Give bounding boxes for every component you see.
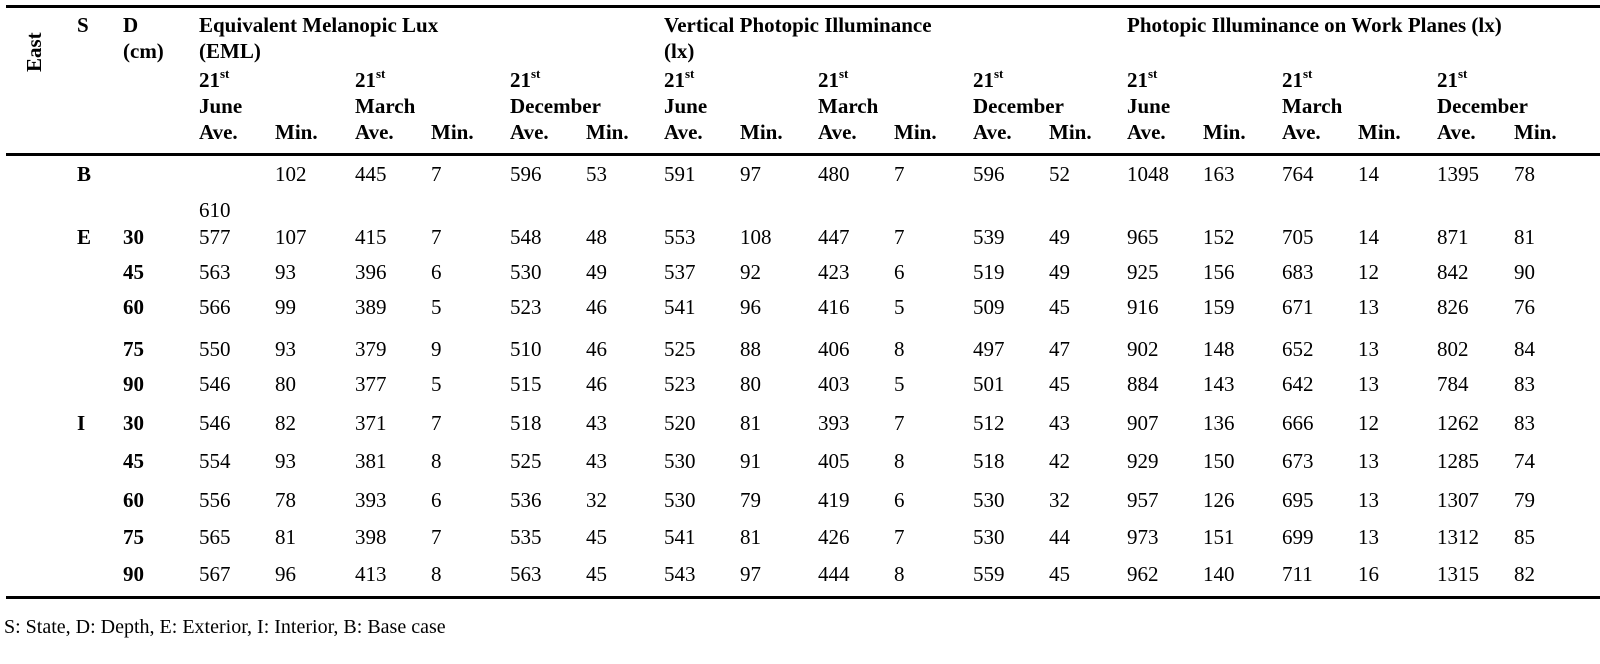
table-cell: 96 — [740, 295, 761, 319]
min-header: Min. — [275, 120, 318, 144]
table-cell: 565 — [199, 525, 231, 549]
table-cell: 962 — [1127, 562, 1159, 586]
bottom-rule — [6, 596, 1600, 599]
table-cell: 530 — [973, 525, 1005, 549]
table-cell: 82 — [1514, 562, 1535, 586]
table-cell: 1312 — [1437, 525, 1479, 549]
table-cell: 45 — [1049, 295, 1070, 319]
table-cell: 518 — [973, 449, 1005, 473]
table-cell: 556 — [199, 488, 231, 512]
date-header — [1127, 66, 1158, 92]
date-suffix: st — [1458, 66, 1468, 81]
table-cell: 566 — [199, 295, 231, 319]
table-cell: 108 — [740, 225, 772, 249]
table-cell: 925 — [1127, 260, 1159, 284]
table-cell: 381 — [355, 449, 387, 473]
table-cell: 7 — [894, 225, 905, 249]
date-suffix: st — [994, 66, 1004, 81]
table-cell: 683 — [1282, 260, 1314, 284]
table-cell: 5 — [894, 295, 905, 319]
ave-header: Ave. — [199, 120, 238, 144]
month-header: December — [510, 94, 601, 118]
table-cell: 764 — [1282, 162, 1314, 186]
table-cell: 916 — [1127, 295, 1159, 319]
table-cell: 148 — [1203, 337, 1235, 361]
table-cell: 884 — [1127, 372, 1159, 396]
table-cell: 52 — [1049, 162, 1070, 186]
table-cell: 93 — [275, 449, 296, 473]
table-cell: 82 — [275, 411, 296, 435]
table-cell: 520 — [664, 411, 696, 435]
table-cell: 6 — [894, 488, 905, 512]
table-cell: 93 — [275, 260, 296, 284]
depth-cell: 90 — [123, 562, 144, 586]
table-cell: 393 — [818, 411, 850, 435]
ave-header: Ave. — [664, 120, 703, 144]
depth-cell: 75 — [123, 525, 144, 549]
top-rule — [6, 5, 1600, 8]
table-cell: 530 — [510, 260, 542, 284]
table-cell: 671 — [1282, 295, 1314, 319]
header-rule — [6, 153, 1600, 156]
date-suffix: st — [839, 66, 849, 81]
ave-header: Ave. — [818, 120, 857, 144]
table-cell: 32 — [586, 488, 607, 512]
table-cell: 497 — [973, 337, 1005, 361]
table-cell: 530 — [664, 488, 696, 512]
table-cell: 8 — [894, 562, 905, 586]
table-cell: 377 — [355, 372, 387, 396]
depth-cell: 60 — [123, 295, 144, 319]
min-header: Min. — [894, 120, 937, 144]
table-cell: 711 — [1282, 562, 1313, 586]
table-cell: 91 — [740, 449, 761, 473]
table-cell: 81 — [740, 525, 761, 549]
date-suffix: st — [1303, 66, 1313, 81]
table-cell: 444 — [818, 562, 850, 586]
table-cell: 74 — [1514, 449, 1535, 473]
table-cell: 7 — [894, 525, 905, 549]
table-cell: 5 — [431, 295, 442, 319]
month-header: March — [1282, 94, 1343, 118]
min-header: Min. — [740, 120, 783, 144]
table-cell: 140 — [1203, 562, 1235, 586]
table-cell: 1315 — [1437, 562, 1479, 586]
table-cell: 45 — [586, 525, 607, 549]
table-cell: 501 — [973, 372, 1005, 396]
table-cell: 107 — [275, 225, 307, 249]
table-cell: 13 — [1358, 372, 1379, 396]
table-cell: 929 — [1127, 449, 1159, 473]
table-cell: 152 — [1203, 225, 1235, 249]
table-cell: 46 — [586, 337, 607, 361]
table-cell: 541 — [664, 295, 696, 319]
table-cell: 80 — [275, 372, 296, 396]
table-cell: 9 — [431, 337, 442, 361]
table-cell: 403 — [818, 372, 850, 396]
table-cell: 416 — [818, 295, 850, 319]
table-cell: 42 — [1049, 449, 1070, 473]
group-header: Photopic Illuminance on Work Planes (lx) — [1127, 13, 1502, 37]
table-cell: 13 — [1358, 337, 1379, 361]
table-cell: 13 — [1358, 525, 1379, 549]
table-cell: 12 — [1358, 411, 1379, 435]
min-header: Min. — [1358, 120, 1401, 144]
table-cell: 1307 — [1437, 488, 1479, 512]
table-cell: 83 — [1514, 411, 1535, 435]
table-cell: 541 — [664, 525, 696, 549]
month-header: March — [355, 94, 416, 118]
table-cell: 567 — [199, 562, 231, 586]
table-cell: 546 — [199, 411, 231, 435]
table-cell: 563 — [199, 260, 231, 284]
table-cell: 705 — [1282, 225, 1314, 249]
table-cell: 44 — [1049, 525, 1070, 549]
table-cell: 652 — [1282, 337, 1314, 361]
date-header — [510, 66, 541, 92]
table-cell: 49 — [1049, 225, 1070, 249]
table-cell: 126 — [1203, 488, 1235, 512]
table-cell: 92 — [740, 260, 761, 284]
table-cell: 907 — [1127, 411, 1159, 435]
date-suffix: st — [1148, 66, 1158, 81]
table-cell: 419 — [818, 488, 850, 512]
table-cell: 415 — [355, 225, 387, 249]
table-cell: 389 — [355, 295, 387, 319]
ave-header: Ave. — [973, 120, 1012, 144]
table-cell: 515 — [510, 372, 542, 396]
table-cell: 49 — [1049, 260, 1070, 284]
depth-unit-header: (cm) — [123, 39, 164, 63]
group-header: Vertical Photopic Illuminance — [664, 13, 932, 37]
date-day: 21 — [818, 68, 839, 92]
table-cell: 45 — [1049, 562, 1070, 586]
table-cell: 548 — [510, 225, 542, 249]
table-cell: 802 — [1437, 337, 1469, 361]
depth-cell: 90 — [123, 372, 144, 396]
table-cell: 47 — [1049, 337, 1070, 361]
table-cell: 143 — [1203, 372, 1235, 396]
table-cell: 81 — [740, 411, 761, 435]
table-cell: 577 — [199, 225, 231, 249]
table-cell: 43 — [586, 449, 607, 473]
table-cell: 563 — [510, 562, 542, 586]
table-cell: 610 — [199, 198, 231, 222]
table-cell: 90 — [1514, 260, 1535, 284]
state-cell: B — [77, 162, 92, 186]
table-footnote: S: State, D: Depth, E: Exterior, I: Interior, B: Base case — [4, 616, 446, 638]
ave-header: Ave. — [355, 120, 394, 144]
table-cell: 5 — [894, 372, 905, 396]
date-header — [973, 66, 1004, 92]
ave-header: Ave. — [510, 120, 549, 144]
table-cell: 519 — [973, 260, 1005, 284]
date-day: 21 — [664, 68, 685, 92]
table-cell: 518 — [510, 411, 542, 435]
table-cell: 83 — [1514, 372, 1535, 396]
table-cell: 553 — [664, 225, 696, 249]
ave-header: Ave. — [1282, 120, 1321, 144]
table-cell: 523 — [664, 372, 696, 396]
table-cell: 699 — [1282, 525, 1314, 549]
table-cell: 393 — [355, 488, 387, 512]
group-header-unit: (EML) — [199, 39, 261, 63]
month-header: June — [664, 94, 708, 118]
table-cell: 136 — [1203, 411, 1235, 435]
table-cell: 396 — [355, 260, 387, 284]
table-cell: 163 — [1203, 162, 1235, 186]
table-cell: 43 — [586, 411, 607, 435]
table-cell: 559 — [973, 562, 1005, 586]
table-cell: 784 — [1437, 372, 1469, 396]
table-cell: 85 — [1514, 525, 1535, 549]
table-cell: 13 — [1358, 295, 1379, 319]
table-cell: 695 — [1282, 488, 1314, 512]
table-cell: 46 — [586, 295, 607, 319]
table-cell: 7 — [431, 225, 442, 249]
date-header — [818, 66, 849, 92]
min-header: Min. — [1049, 120, 1092, 144]
month-header: June — [199, 94, 243, 118]
table-cell: 965 — [1127, 225, 1159, 249]
table-cell: 535 — [510, 525, 542, 549]
table-cell: 49 — [586, 260, 607, 284]
table-cell: 6 — [431, 488, 442, 512]
table-cell: 150 — [1203, 449, 1235, 473]
table-cell: 151 — [1203, 525, 1235, 549]
table-cell: 536 — [510, 488, 542, 512]
table-cell: 957 — [1127, 488, 1159, 512]
region-label: East — [22, 32, 46, 72]
table-cell: 539 — [973, 225, 1005, 249]
table-cell: 530 — [973, 488, 1005, 512]
date-day: 21 — [199, 68, 220, 92]
table-cell: 7 — [431, 525, 442, 549]
table-cell: 7 — [894, 411, 905, 435]
table-cell: 1048 — [1127, 162, 1169, 186]
date-header — [1282, 66, 1313, 92]
table-cell: 642 — [1282, 372, 1314, 396]
table-cell: 423 — [818, 260, 850, 284]
table-cell: 81 — [1514, 225, 1535, 249]
table-cell: 666 — [1282, 411, 1314, 435]
state-cell: I — [77, 411, 86, 435]
table-cell: 99 — [275, 295, 296, 319]
table-cell: 596 — [973, 162, 1005, 186]
month-header: December — [973, 94, 1064, 118]
min-header: Min. — [1514, 120, 1557, 144]
table-cell: 1395 — [1437, 162, 1479, 186]
depth-header: D — [123, 13, 139, 37]
date-day: 21 — [1127, 68, 1148, 92]
table-cell: 550 — [199, 337, 231, 361]
table-cell: 413 — [355, 562, 387, 586]
ave-header: Ave. — [1127, 120, 1166, 144]
date-day: 21 — [973, 68, 994, 92]
table-cell: 93 — [275, 337, 296, 361]
min-header: Min. — [431, 120, 474, 144]
table-cell: 512 — [973, 411, 1005, 435]
date-header — [199, 66, 230, 92]
table-cell: 591 — [664, 162, 696, 186]
table-cell: 78 — [275, 488, 296, 512]
table-cell: 546 — [199, 372, 231, 396]
ave-header: Ave. — [1437, 120, 1476, 144]
table-cell: 81 — [275, 525, 296, 549]
table-cell: 76 — [1514, 295, 1535, 319]
table-cell: 398 — [355, 525, 387, 549]
table-cell: 525 — [510, 449, 542, 473]
table-cell: 14 — [1358, 162, 1379, 186]
min-header: Min. — [1203, 120, 1246, 144]
table-cell: 156 — [1203, 260, 1235, 284]
table-cell: 45 — [1049, 372, 1070, 396]
month-header: December — [1437, 94, 1528, 118]
date-suffix: st — [220, 66, 230, 81]
depth-cell: 60 — [123, 488, 144, 512]
date-header — [1437, 66, 1468, 92]
table-cell: 1285 — [1437, 449, 1479, 473]
table-cell: 554 — [199, 449, 231, 473]
month-header: March — [818, 94, 879, 118]
table-cell: 97 — [740, 562, 761, 586]
date-day: 21 — [1437, 68, 1458, 92]
table-cell: 826 — [1437, 295, 1469, 319]
state-cell: E — [77, 225, 92, 249]
table-cell: 84 — [1514, 337, 1535, 361]
table-cell: 405 — [818, 449, 850, 473]
date-suffix: st — [685, 66, 695, 81]
table-cell: 43 — [1049, 411, 1070, 435]
table-cell: 6 — [431, 260, 442, 284]
group-header-unit: (lx) — [664, 39, 695, 63]
table-cell: 46 — [586, 372, 607, 396]
table-cell: 7 — [431, 162, 442, 186]
table-cell: 1262 — [1437, 411, 1479, 435]
table-cell: 7 — [431, 411, 442, 435]
table-cell: 78 — [1514, 162, 1535, 186]
depth-cell: 45 — [123, 260, 144, 284]
depth-cell: 75 — [123, 337, 144, 361]
table-cell: 8 — [431, 449, 442, 473]
table-cell: 14 — [1358, 225, 1379, 249]
table-cell: 102 — [275, 162, 307, 186]
table-cell: 530 — [664, 449, 696, 473]
table-cell: 45 — [586, 562, 607, 586]
table-cell: 871 — [1437, 225, 1469, 249]
table-cell: 96 — [275, 562, 296, 586]
table-cell: 525 — [664, 337, 696, 361]
table-cell: 445 — [355, 162, 387, 186]
table-cell: 13 — [1358, 449, 1379, 473]
table-cell: 8 — [894, 337, 905, 361]
table-cell: 510 — [510, 337, 542, 361]
table-cell: 32 — [1049, 488, 1070, 512]
table-cell: 8 — [894, 449, 905, 473]
table-cell: 596 — [510, 162, 542, 186]
date-suffix: st — [376, 66, 386, 81]
table-cell: 543 — [664, 562, 696, 586]
table-cell: 379 — [355, 337, 387, 361]
table-cell: 53 — [586, 162, 607, 186]
date-day: 21 — [1282, 68, 1303, 92]
group-header: Equivalent Melanopic Lux — [199, 13, 439, 37]
table-cell: 509 — [973, 295, 1005, 319]
depth-cell: 30 — [123, 411, 144, 435]
date-day: 21 — [355, 68, 376, 92]
table-cell: 523 — [510, 295, 542, 319]
date-day: 21 — [510, 68, 531, 92]
depth-cell: 45 — [123, 449, 144, 473]
table-cell: 537 — [664, 260, 696, 284]
table-cell: 80 — [740, 372, 761, 396]
table-cell: 480 — [818, 162, 850, 186]
state-header: S — [77, 13, 89, 37]
table-cell: 159 — [1203, 295, 1235, 319]
table-cell: 7 — [894, 162, 905, 186]
table-cell: 97 — [740, 162, 761, 186]
table-cell: 842 — [1437, 260, 1469, 284]
table-cell: 16 — [1358, 562, 1379, 586]
table-cell: 12 — [1358, 260, 1379, 284]
table-cell: 447 — [818, 225, 850, 249]
table-cell: 79 — [740, 488, 761, 512]
table-cell: 13 — [1358, 488, 1379, 512]
table-cell: 79 — [1514, 488, 1535, 512]
depth-cell: 30 — [123, 225, 144, 249]
table-cell: 5 — [431, 372, 442, 396]
table-cell: 88 — [740, 337, 761, 361]
table-cell: 371 — [355, 411, 387, 435]
table-cell: 48 — [586, 225, 607, 249]
date-header — [664, 66, 695, 92]
table-cell: 8 — [431, 562, 442, 586]
table-cell: 902 — [1127, 337, 1159, 361]
month-header: June — [1127, 94, 1171, 118]
table-cell: 673 — [1282, 449, 1314, 473]
table-cell: 406 — [818, 337, 850, 361]
table-cell: 426 — [818, 525, 850, 549]
table-cell: 6 — [894, 260, 905, 284]
table-cell: 973 — [1127, 525, 1159, 549]
date-header — [355, 66, 386, 92]
min-header: Min. — [586, 120, 629, 144]
date-suffix: st — [531, 66, 541, 81]
